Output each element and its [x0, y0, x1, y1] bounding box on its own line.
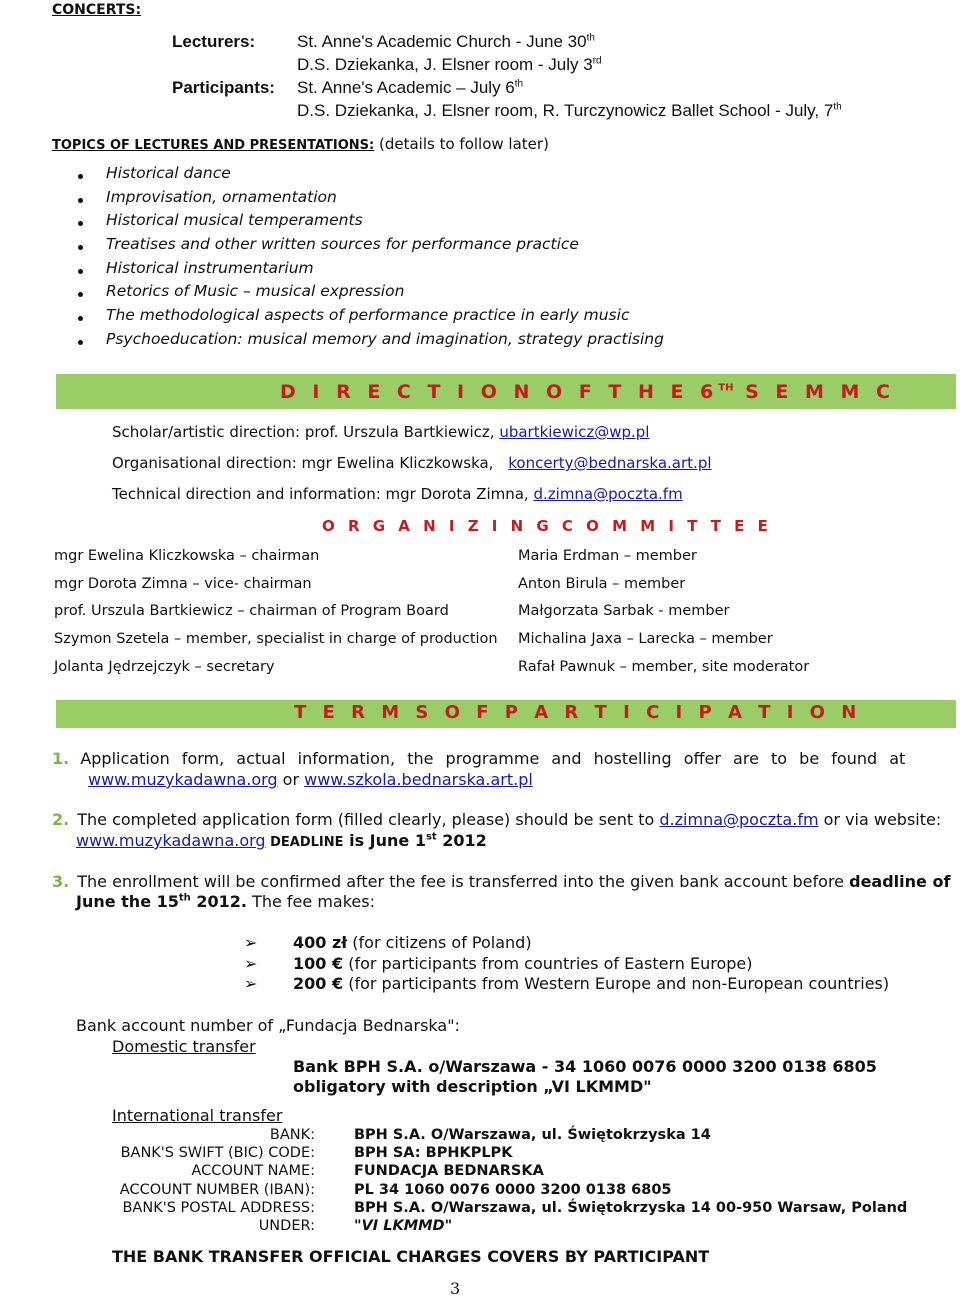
- bank-row-value: BPH S.A. O/Warszawa, ul. Świętokrzyska 14: [354, 1127, 711, 1143]
- participants-venue-1: St. Anne's Academic – July 6th: [297, 78, 524, 97]
- bullet-icon: [78, 245, 83, 250]
- committee-member: Szymon Szetela – member, specialist in charge of production: [54, 631, 498, 647]
- committee-member: mgr Dorota Zimna – vice- chairman: [54, 576, 312, 592]
- muzykadawna-link[interactable]: www.muzykadawna.org: [88, 770, 278, 789]
- terms-paragraph-2: 2. The completed application form (filled clearly, please) should be sent to d.zimna@poczta.fm or via website:: [52, 810, 942, 829]
- topic-item: Psychoeducation: musical memory and imagination, strategy practising: [106, 330, 664, 348]
- committee-member: Anton Birula – member: [518, 576, 686, 592]
- bullet-icon: [78, 221, 83, 226]
- arrow-bullet-icon: ➢: [244, 933, 258, 952]
- bank-row-label: BANK:: [269, 1127, 315, 1143]
- committee-member: Michalina Jaxa – Larecka – member: [518, 631, 773, 647]
- bank-row-value: BPH SA: BPHKPLPK: [354, 1145, 513, 1161]
- bank-row-label: UNDER:: [258, 1218, 315, 1234]
- committee-member: Rafał Pawnuk – member, site moderator: [518, 659, 810, 675]
- bank-row-value: "VI LKMMD": [354, 1218, 453, 1234]
- terms-paragraph-1: 1. Application form, actual information, the programme and hostelling offer are to be found at: [52, 749, 906, 768]
- committee-member: Małgorzata Sarbak - member: [518, 603, 730, 619]
- muzykadawna-website-link[interactable]: www.muzykadawna.org: [76, 831, 266, 850]
- lecturers-label: Lecturers:: [172, 32, 256, 51]
- committee-member: Jolanta Jędrzejczyk – secretary: [54, 659, 275, 675]
- fee-item: 100 € (for participants from countries of Eastern Europe): [293, 954, 753, 973]
- bank-row-label: ACCOUNT NAME:: [191, 1163, 315, 1179]
- topic-item: Historical dance: [106, 164, 231, 182]
- topic-item: Improvisation, ornamentation: [106, 188, 337, 206]
- technical-direction: Technical direction and information: mgr Dorota Zimna, d.zimna@poczta.fm: [112, 485, 683, 503]
- terms-paragraph-1-links: www.muzykadawna.org or www.szkola.bednarska.art.pl: [88, 770, 533, 789]
- bullet-icon: [78, 174, 83, 179]
- szkola-bednarska-link[interactable]: www.szkola.bednarska.art.pl: [304, 770, 533, 789]
- fee-item: 400 zł (for citizens of Poland): [293, 933, 532, 952]
- bank-row-label: BANK'S SWIFT (BIC) CODE:: [120, 1145, 315, 1161]
- bullet-icon: [78, 316, 83, 321]
- terms-paragraph-3: 3. The enrollment will be confirmed after the fee is transferred into the given bank account before deadline of: [52, 872, 951, 891]
- topic-item: Retorics of Music – musical expression: [106, 282, 405, 300]
- domestic-description: obligatory with description „VI LKMMD": [293, 1077, 652, 1096]
- topic-item: Historical instrumentarium: [106, 259, 314, 277]
- topics-heading: TOPICS OF LECTURES AND PRESENTATIONS: (details to follow later): [52, 135, 549, 153]
- committee-title: O R G A N I Z I N G C O M M I T T E E: [322, 517, 772, 535]
- scholar-direction: Scholar/artistic direction: prof. Urszula Bartkiewicz, ubartkiewicz@wp.pl: [112, 423, 650, 441]
- terms-paragraph-2-deadline: www.muzykadawna.org DEADLINE is June 1st 2012: [76, 831, 487, 850]
- direction-title: D I R E C T I O N O F T H E 6TH S E M M C: [280, 381, 895, 403]
- bullet-icon: [78, 198, 83, 203]
- page-number: 3: [450, 1279, 461, 1298]
- committee-member: mgr Ewelina Kliczkowska – chairman: [54, 548, 320, 564]
- topic-item: The methodological aspects of performance practice in early music: [106, 306, 630, 324]
- arrow-bullet-icon: ➢: [244, 974, 258, 993]
- bank-row-value: PL 34 1060 0076 0000 3200 0138 6805: [354, 1182, 672, 1198]
- committee-member: prof. Urszula Bartkiewicz – chairman of Program Board: [54, 603, 449, 619]
- bank-row-label: BANK'S POSTAL ADDRESS:: [122, 1200, 315, 1216]
- scholar-email-link[interactable]: ubartkiewicz@wp.pl: [499, 423, 650, 441]
- lecturers-venue-1: St. Anne's Academic Church - June 30th: [297, 32, 595, 51]
- international-transfer-label: International transfer: [112, 1106, 283, 1125]
- bank-charges-footer: THE BANK TRANSFER OFFICIAL CHARGES COVERS BY PARTICIPANT: [112, 1247, 710, 1266]
- organisational-email-link[interactable]: koncerty@bednarska.art.pl: [508, 454, 712, 472]
- bank-intro: Bank account number of „Fundacja Bednarska":: [76, 1016, 460, 1035]
- lecturers-venue-2: D.S. Dziekanka, J. Elsner room - July 3rd: [297, 55, 602, 74]
- bullet-icon: [78, 269, 83, 274]
- committee-member: Maria Erdman – member: [518, 548, 697, 564]
- bullet-icon: [78, 340, 83, 345]
- topic-item: Treatises and other written sources for performance practice: [106, 235, 579, 253]
- concerts-heading: CONCERTS:: [52, 2, 142, 18]
- bank-row-value: BPH S.A. O/Warszawa, ul. Świętokrzyska 14 00-950 Warsaw, Poland: [354, 1200, 908, 1216]
- technical-email-link[interactable]: d.zimna@poczta.fm: [533, 485, 683, 503]
- fee-item: 200 € (for participants from Western Europe and non-European countries): [293, 974, 890, 993]
- terms-paragraph-3-line2: June the 15th 2012. The fee makes:: [76, 892, 375, 911]
- participants-label: Participants:: [172, 78, 275, 97]
- domestic-transfer-label: Domestic transfer: [112, 1037, 256, 1056]
- bank-row-value: FUNDACJA BEDNARSKA: [354, 1163, 544, 1179]
- organisational-direction: Organisational direction: mgr Ewelina Kliczkowska, koncerty@bednarska.art.pl: [112, 454, 712, 472]
- topic-item: Historical musical temperaments: [106, 211, 363, 229]
- arrow-bullet-icon: ➢: [244, 954, 258, 973]
- bank-row-label: ACCOUNT NUMBER (IBAN):: [119, 1182, 315, 1198]
- participants-venue-2: D.S. Dziekanka, J. Elsner room, R. Turczynowicz Ballet School - July, 7th: [297, 101, 842, 120]
- bullet-icon: [78, 292, 83, 297]
- domestic-account: Bank BPH S.A. o/Warszawa - 34 1060 0076 0000 3200 0138 6805: [293, 1057, 877, 1076]
- zimna-email-link[interactable]: d.zimna@poczta.fm: [659, 810, 819, 829]
- terms-title: T E R M S O F P A R T I C I P A T I O N: [294, 702, 862, 723]
